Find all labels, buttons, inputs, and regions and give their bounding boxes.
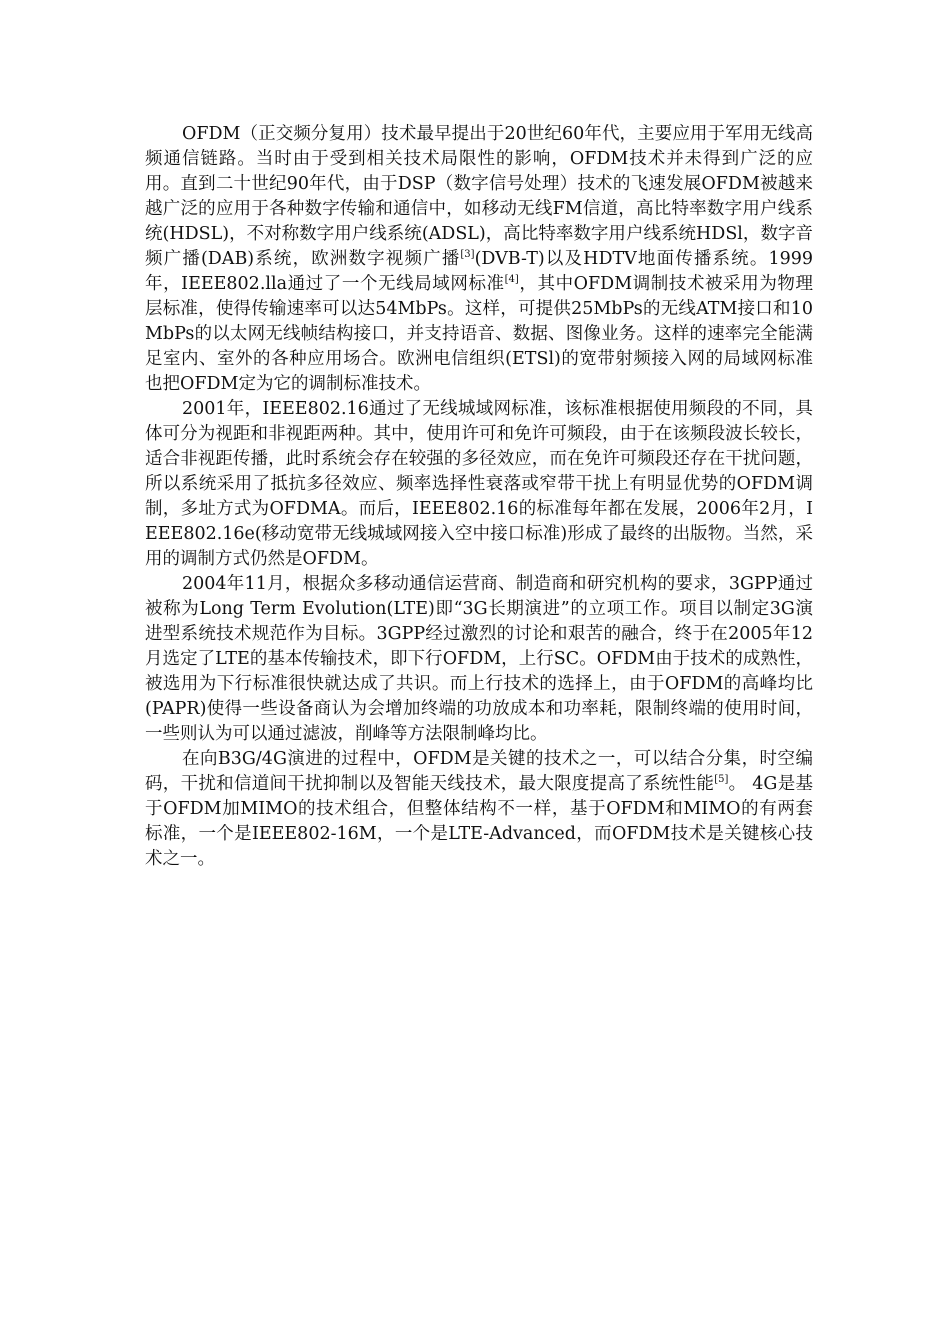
document-page (145, 122, 813, 872)
citation-ref: [5] (714, 774, 729, 785)
paragraph-text: 。 4G是基于OFDM加MIMO的技术组合，但整体结构不一样，基于OFDM和MIMO的有两套标准，一个是IEEE802-16M，一个是LTE-Advanced，而OFDM技术是关键核心技术之一。 (145, 774, 813, 869)
paragraph-text: OFDM（正交频分复用）技术最早提出于20世纪60年代，主要应用于军用无线高频通信链路。当时由于受到相关技术局限性的影响，OFDM技术并未得到广泛的应用。直到二十世纪90年代，由于DSP（数字信号处理）技术的飞速发展OFDM被越来越广泛的应用于各种数字传输和通信中，如移动无线FM信道，高比特率数字用户线系统(HDSL)，不对称数字用户线系统(ADSL)，高比特率数字用户线系统HDSl，数字音频广播(DAB)系统，欧洲数字视频广播 (145, 124, 813, 269)
paragraph-text: (DVB-T)以及HDTV地面传播系统。1999年，IEEE802.lla通过了一个无线局域网标准 (145, 249, 813, 294)
paragraph-text: 2004年11月，根据众多移动通信运营商、制造商和研究机构的要求，3GPP通过被称为Long Term Evolution(LTE)即“3G长期演进”的立项工作。项目以制定3G演进型系统技术规范作为目标。3GPP经过激烈的讨论和艰苦的融合，终于在2005年12月选定了LTE的基本传输技术，即下行OFDM，上行SC。OFDM由于技术的成熟性，被选用为下行标准很快就达成了共识。而上行技术的选择上，由于OFDM的高峰均比(PAPR)使得一些设备商认为会增加终端的功放成本和功率耗，限制终端的使用时间，一些则认为可以通过滤波，削峰等方法限制峰均比。 (145, 574, 813, 744)
paragraph-text: 在向B3G/4G演进的过程中，OFDM是关键的技术之一，可以结合分集，时空编码，干扰和信道间干扰抑制以及智能天线技术，最大限度提高了系统性能 (145, 749, 813, 794)
paragraph-ieee-802-16 (145, 397, 813, 572)
paragraph-text: 2001年，IEEE802.16通过了无线城域网标准，该标准根据使用频段的不同，具体可分为视距和非视距两种。其中，使用许可和免许可频段，由于在该频段波长较长，适合非视距传播，此时系统会存在较强的多径效应，而在免许可频段还存在干扰问题，所以系统采用了抵抗多径效应、频率选择性衰落或窄带干扰上有明显优势的OFDM调制，多址方式为OFDMA。而后，IEEE802.16的标准每年都在发展，2006年2月，IEEE802.16e(移动宽带无线城域网接入空中接口标准)形成了最终的出版物。当然，采用的调制方式仍然是OFDM。 (145, 399, 813, 569)
citation-ref: [3] (460, 249, 475, 260)
citation-ref: [4] (504, 274, 519, 285)
paragraph-3gpp-lte (145, 572, 813, 747)
paragraph-4g-ofdm-mimo (145, 747, 813, 872)
paragraph-ofdm-history (145, 122, 813, 397)
paragraph-text: ，其中OFDM调制技术被采用为物理层标准，使得传输速率可以达54MbPs。这样，可提供25MbPs的无线ATM接口和10MbPs的以太网无线帧结构接口，并支持语音、数据、图像业务。这样的速率完全能满足室内、室外的各种应用场合。欧洲电信组织(ETSl)的宽带射频接入网的局域网标准也把OFDM定为它的调制标准技术。 (145, 274, 813, 394)
